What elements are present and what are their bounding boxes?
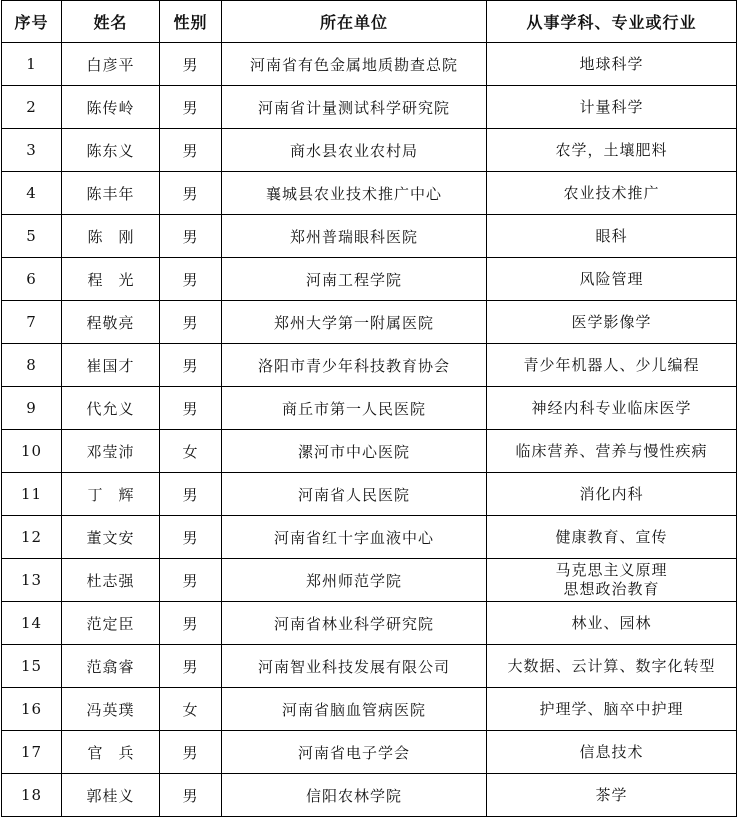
cell-name: 董文安 xyxy=(62,516,160,559)
cell-name: 崔国才 xyxy=(62,344,160,387)
cell-unit: 商水县农业农村局 xyxy=(222,129,487,172)
cell-field-line: 青少年机器人、少儿编程 xyxy=(523,355,700,374)
cell-name: 范翕睿 xyxy=(62,645,160,688)
cell-field-line: 信息技术 xyxy=(579,742,644,761)
cell-field-line: 计量科学 xyxy=(579,97,644,116)
cell-field xyxy=(487,387,737,430)
cell-index: 15 xyxy=(2,645,62,688)
table-row xyxy=(2,602,737,645)
cell-name: 陈东义 xyxy=(62,129,160,172)
cell-unit: 河南省人民医院 xyxy=(222,473,487,516)
cell-unit: 河南省红十字血液中心 xyxy=(222,516,487,559)
cell-name: 代允义 xyxy=(62,387,160,430)
cell-unit: 河南省电子学会 xyxy=(222,731,487,774)
cell-gender: 男 xyxy=(160,731,222,774)
header-gender: 性别 xyxy=(160,1,222,43)
cell-name: 陈丰年 xyxy=(62,172,160,215)
cell-unit: 郑州普瑞眼科医院 xyxy=(222,215,487,258)
header-unit: 所在单位 xyxy=(222,1,487,43)
cell-field xyxy=(487,129,737,172)
cell-gender: 男 xyxy=(160,387,222,430)
cell-field xyxy=(487,473,737,516)
cell-unit: 河南省有色金属地质勘查总院 xyxy=(222,43,487,86)
cell-unit: 信阳农林学院 xyxy=(222,774,487,817)
cell-unit: 洛阳市青少年科技教育协会 xyxy=(222,344,487,387)
table-row xyxy=(2,86,737,129)
header-name: 姓名 xyxy=(62,1,160,43)
cell-index: 11 xyxy=(2,473,62,516)
cell-index: 6 xyxy=(2,258,62,301)
cell-unit: 河南省脑血管病医院 xyxy=(222,688,487,731)
expert-roster-table xyxy=(1,0,737,817)
cell-name: 杜志强 xyxy=(62,559,160,602)
cell-gender: 女 xyxy=(160,688,222,731)
cell-gender: 男 xyxy=(160,516,222,559)
header-field: 从事学科、专业或行业 xyxy=(487,1,737,43)
cell-name: 程光 xyxy=(62,258,160,301)
cell-field-line: 农学，土壤肥料 xyxy=(555,140,668,159)
cell-field-line: 神经内科专业临床医学 xyxy=(531,398,692,417)
cell-field xyxy=(487,559,737,602)
cell-field-line: 茶学 xyxy=(595,785,628,804)
table-row xyxy=(2,258,737,301)
table-row xyxy=(2,645,737,688)
cell-field-line: 眼科 xyxy=(595,226,628,245)
cell-field xyxy=(487,731,737,774)
cell-unit: 郑州大学第一附属医院 xyxy=(222,301,487,344)
cell-index: 7 xyxy=(2,301,62,344)
cell-field-line: 林业、园林 xyxy=(571,613,652,632)
cell-field-line: 农业技术推广 xyxy=(563,183,660,202)
cell-field-line: 健康教育、宣传 xyxy=(555,527,668,546)
cell-index: 13 xyxy=(2,559,62,602)
table-row xyxy=(2,387,737,430)
table-row xyxy=(2,215,737,258)
cell-field xyxy=(487,301,737,344)
cell-index: 8 xyxy=(2,344,62,387)
cell-field xyxy=(487,774,737,817)
table-header-row xyxy=(2,1,737,43)
cell-index: 9 xyxy=(2,387,62,430)
cell-field-line: 消化内科 xyxy=(579,484,644,503)
cell-field xyxy=(487,258,737,301)
cell-unit: 郑州师范学院 xyxy=(222,559,487,602)
cell-unit: 漯河市中心医院 xyxy=(222,430,487,473)
cell-unit: 河南工程学院 xyxy=(222,258,487,301)
cell-unit: 商丘市第一人民医院 xyxy=(222,387,487,430)
cell-gender: 男 xyxy=(160,473,222,516)
cell-field-line: 风险管理 xyxy=(579,269,644,288)
cell-index: 14 xyxy=(2,602,62,645)
table-row xyxy=(2,344,737,387)
cell-name: 官兵 xyxy=(62,731,160,774)
cell-name: 邓莹沛 xyxy=(62,430,160,473)
cell-name: 范定臣 xyxy=(62,602,160,645)
cell-field-line: 医学影像学 xyxy=(571,312,652,331)
cell-gender: 男 xyxy=(160,774,222,817)
cell-index: 5 xyxy=(2,215,62,258)
cell-gender: 男 xyxy=(160,301,222,344)
cell-unit: 河南省林业科学研究院 xyxy=(222,602,487,645)
cell-field-line: 大数据、云计算、数字化转型 xyxy=(507,656,716,675)
table-body xyxy=(2,43,737,817)
cell-gender: 男 xyxy=(160,215,222,258)
cell-field-line: 地球科学 xyxy=(579,54,644,73)
table-row xyxy=(2,473,737,516)
cell-field xyxy=(487,430,737,473)
cell-field xyxy=(487,602,737,645)
cell-index: 4 xyxy=(2,172,62,215)
cell-field-line: 思想政治教育 xyxy=(563,580,660,598)
cell-index: 1 xyxy=(2,43,62,86)
cell-name: 陈传岭 xyxy=(62,86,160,129)
table-row xyxy=(2,43,737,86)
table-row xyxy=(2,430,737,473)
cell-field xyxy=(487,43,737,86)
cell-index: 2 xyxy=(2,86,62,129)
cell-name: 郭桂义 xyxy=(62,774,160,817)
cell-field xyxy=(487,172,737,215)
cell-field-line: 护理学、脑卒中护理 xyxy=(539,699,684,718)
cell-name: 程敬亮 xyxy=(62,301,160,344)
cell-field xyxy=(487,516,737,559)
header-index: 序号 xyxy=(2,1,62,43)
table-row xyxy=(2,301,737,344)
cell-index: 16 xyxy=(2,688,62,731)
table-row xyxy=(2,774,737,817)
table-row xyxy=(2,129,737,172)
cell-gender: 男 xyxy=(160,258,222,301)
table-row xyxy=(2,172,737,215)
cell-unit: 河南省计量测试科学研究院 xyxy=(222,86,487,129)
table-row xyxy=(2,559,737,602)
cell-index: 10 xyxy=(2,430,62,473)
cell-gender: 男 xyxy=(160,645,222,688)
cell-name: 冯英璞 xyxy=(62,688,160,731)
cell-gender: 女 xyxy=(160,430,222,473)
cell-field-line: 马克思主义原理 xyxy=(555,561,668,579)
cell-field xyxy=(487,86,737,129)
cell-index: 12 xyxy=(2,516,62,559)
cell-name: 丁辉 xyxy=(62,473,160,516)
cell-gender: 男 xyxy=(160,344,222,387)
table-row xyxy=(2,688,737,731)
cell-gender: 男 xyxy=(160,602,222,645)
cell-gender: 男 xyxy=(160,86,222,129)
cell-field xyxy=(487,688,737,731)
cell-field xyxy=(487,215,737,258)
cell-gender: 男 xyxy=(160,172,222,215)
table-row xyxy=(2,731,737,774)
cell-field xyxy=(487,645,737,688)
cell-index: 17 xyxy=(2,731,62,774)
cell-gender: 男 xyxy=(160,559,222,602)
cell-name: 陈刚 xyxy=(62,215,160,258)
cell-name: 白彦平 xyxy=(62,43,160,86)
cell-field-line: 临床营养、营养与慢性疾病 xyxy=(515,441,708,460)
cell-unit: 襄城县农业技术推广中心 xyxy=(222,172,487,215)
cell-index: 3 xyxy=(2,129,62,172)
cell-gender: 男 xyxy=(160,129,222,172)
cell-unit: 河南智业科技发展有限公司 xyxy=(222,645,487,688)
table-row xyxy=(2,516,737,559)
cell-field xyxy=(487,344,737,387)
cell-index: 18 xyxy=(2,774,62,817)
cell-gender: 男 xyxy=(160,43,222,86)
